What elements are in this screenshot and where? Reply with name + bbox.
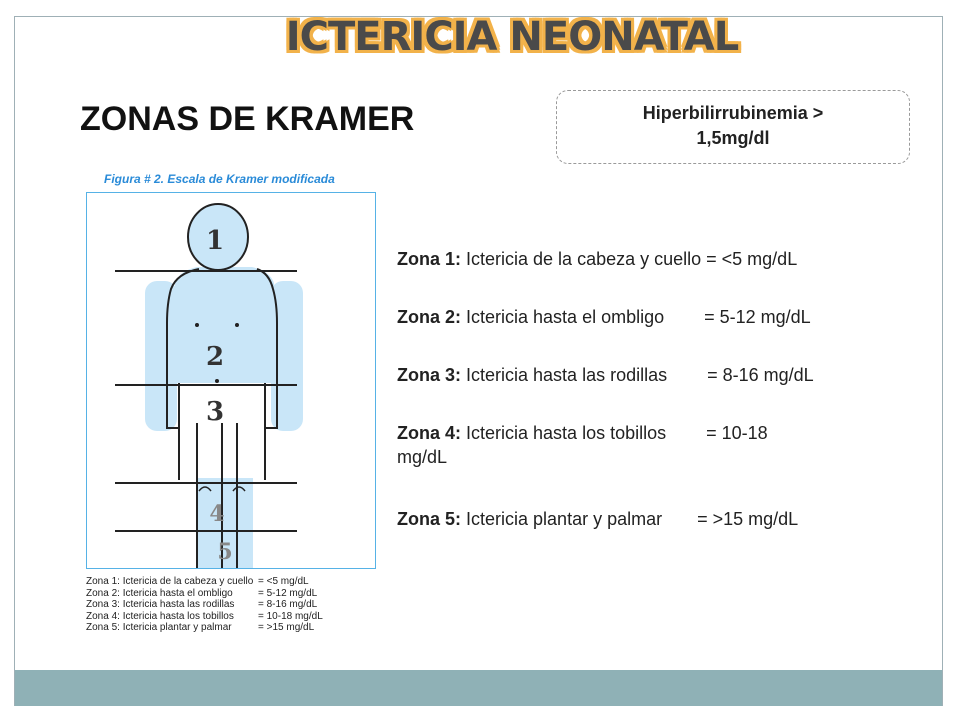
zone-name: Zona 3:: [397, 365, 462, 385]
legend-label: Zona 3: Ictericia hasta las rodillas: [86, 599, 235, 611]
legend-value: = 8-16 mg/dL: [258, 599, 318, 611]
section-subtitle: ZONAS DE KRAMER: [80, 100, 415, 138]
kramer-body-diagram: [87, 193, 376, 569]
legend-row: [86, 588, 323, 600]
figure-legend: [86, 576, 323, 634]
zone-item-1: [397, 248, 797, 271]
kramer-figure: [86, 192, 376, 569]
zone-item-4-continued: mg/dL: [397, 447, 448, 467]
legend-value: = 5-12 mg/dL: [258, 587, 318, 599]
zone-number-3: 3: [205, 397, 225, 427]
zone-desc: Ictericia hasta los tobillos = 10-18: [461, 423, 768, 443]
callout-line-2: 1,5mg/dl: [696, 128, 770, 148]
callout-box: [556, 90, 910, 164]
legend-label: Zona 2: Ictericia hasta el ombligo: [86, 587, 233, 599]
slide-title: ICTERICIA NEONATAL: [285, 14, 739, 60]
zone-name: Zona 1:: [397, 249, 462, 269]
legend-value: = <5 mg/dL: [258, 576, 309, 587]
zone-item-4: [397, 422, 768, 445]
legend-value: = 10-18 mg/dL: [258, 610, 323, 622]
zone-name: Zona 2:: [397, 307, 462, 327]
legend-label: Zona 1: Ictericia de la cabeza y cuello: [86, 576, 254, 587]
zone-item-2: [397, 306, 811, 329]
zone-number-4: 4: [209, 501, 225, 527]
legend-label: Zona 4: Ictericia hasta los tobillos: [86, 610, 234, 622]
zone-number-2: 2: [205, 342, 225, 372]
zone-desc: Ictericia hasta el ombligo = 5-12 mg/dL: [461, 307, 811, 327]
zone-number-5: 5: [217, 539, 233, 565]
bottom-band: [15, 670, 942, 706]
zone-name: Zona 5:: [397, 509, 462, 529]
legend-value: = >15 mg/dL: [258, 622, 315, 634]
figure-caption: Figura # 2. Escala de Kramer modificada: [104, 172, 335, 186]
legend-row: [86, 599, 323, 611]
left-arm-shade: [145, 281, 177, 431]
legend-row: [86, 622, 323, 634]
zone-desc: Ictericia hasta las rodillas = 8-16 mg/dL: [461, 365, 814, 385]
legend-row: [86, 576, 323, 588]
legend-row: [86, 611, 323, 623]
zone-item-5: [397, 508, 798, 531]
zone-desc: Ictericia de la cabeza y cuello = <5 mg/dL: [461, 249, 798, 269]
legend-label: Zona 5: Ictericia plantar y palmar: [86, 622, 232, 634]
torso-shade: [175, 267, 274, 383]
callout-line-1: Hiperbilirrubinemia >: [642, 103, 824, 123]
zone-number-1: 1: [205, 226, 225, 256]
zone-desc: Ictericia plantar y palmar = >15 mg/dL: [461, 509, 799, 529]
zone-name: Zona 4:: [397, 423, 462, 443]
zone-item-3: [397, 364, 814, 387]
